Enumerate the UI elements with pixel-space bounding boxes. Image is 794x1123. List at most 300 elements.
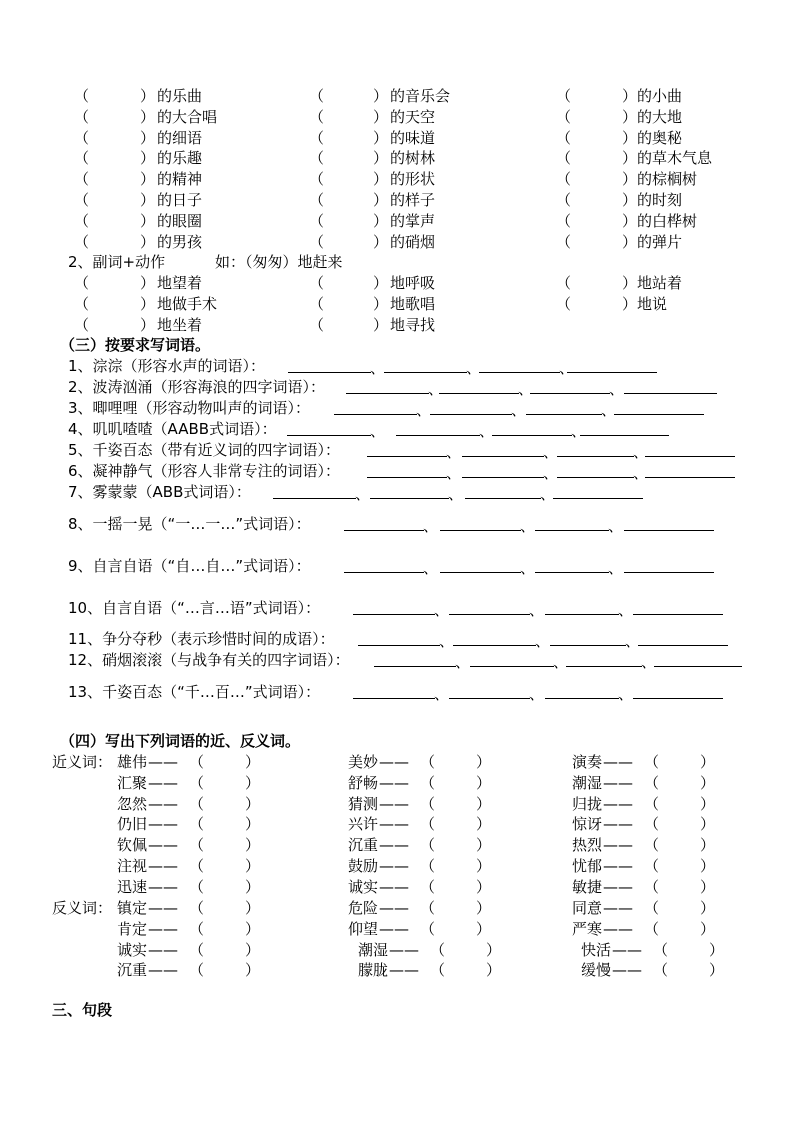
section3-answer-blank[interactable]	[492, 435, 572, 436]
comma-separator: 、	[455, 653, 471, 671]
phrase-word: 的细语	[157, 128, 203, 147]
dash: ——	[603, 899, 633, 917]
dash: ——	[389, 961, 419, 980]
word: 忧郁	[572, 857, 603, 875]
comma-separator: 、	[529, 601, 545, 619]
phrase-word: 的样子	[390, 191, 436, 209]
section3-answer-blank[interactable]	[550, 645, 626, 646]
adverb-word: 地望着	[157, 274, 203, 292]
comma-separator: 、	[428, 380, 444, 398]
section3-answer-blank[interactable]	[645, 477, 735, 478]
close-paren: ）	[486, 940, 502, 959]
word: 缓慢	[581, 961, 612, 980]
section3-answer-blank[interactable]	[449, 614, 530, 615]
word: 舒畅	[348, 773, 379, 792]
dash: ——	[379, 794, 409, 813]
dash: ——	[603, 753, 633, 771]
close-paren: ）	[245, 940, 261, 959]
close-paren: ）	[622, 87, 638, 105]
phrase-word: 的大合唱	[157, 107, 218, 126]
synonym-label: 近义词：	[52, 753, 113, 771]
open-paren: （	[420, 753, 436, 771]
open-paren: （	[420, 899, 436, 917]
close-paren: ）	[700, 899, 716, 917]
adverb-word: 地站着	[637, 274, 683, 292]
adverb-word: 地做手术	[157, 294, 218, 313]
open-paren: （	[556, 211, 572, 230]
open-paren: （	[189, 753, 205, 771]
section3-item: 3、唧哩哩（形容动物叫声的词语）：	[68, 399, 311, 417]
section3-answer-blank[interactable]	[344, 572, 424, 573]
close-paren: ）	[140, 211, 156, 230]
comma-separator: 、	[423, 559, 439, 577]
close-paren: ）	[622, 294, 638, 313]
phrase-word: 的音乐会	[390, 87, 451, 105]
open-paren: （	[420, 794, 436, 813]
phrase-word: 的男孩	[157, 232, 203, 251]
section3-answer-blank[interactable]	[374, 666, 456, 667]
word: 肯定	[117, 919, 148, 938]
open-paren: （	[556, 274, 572, 292]
close-paren: ）	[622, 170, 638, 189]
close-paren: ）	[700, 919, 716, 938]
comma-separator: 、	[434, 601, 450, 619]
section3-answer-blank[interactable]	[462, 477, 544, 478]
close-paren: ）	[476, 773, 492, 792]
comma-separator: 、	[601, 401, 617, 419]
phrase-word: 的时刻	[637, 191, 683, 209]
section3-item: 8、一摇一晃（“一…一…”式词语）：	[68, 515, 311, 533]
adverb-heading: 2、副词+动作	[68, 253, 166, 271]
open-paren: （	[309, 274, 325, 292]
open-paren: （	[556, 191, 572, 209]
phrase-word: 的味道	[390, 128, 436, 147]
section3-answer-blank[interactable]	[535, 572, 609, 573]
word: 迅速	[117, 877, 148, 896]
adverb-word: 地坐着	[157, 315, 203, 334]
section3-answer-blank[interactable]	[638, 645, 728, 646]
section3-item: 1、淙淙（形容水声的词语）：	[68, 357, 266, 375]
section3-answer-blank[interactable]	[430, 414, 512, 415]
close-paren: ）	[622, 211, 638, 230]
close-paren: ）	[373, 274, 389, 292]
open-paren: （	[189, 899, 205, 917]
close-paren: ）	[245, 857, 261, 875]
dash: ——	[148, 899, 178, 917]
close-paren: ）	[373, 191, 389, 209]
word: 忽然	[117, 794, 148, 813]
close-paren: ）	[622, 107, 638, 126]
open-paren: （	[74, 191, 90, 209]
open-paren: （	[644, 857, 660, 875]
close-paren: ）	[476, 815, 492, 834]
open-paren: （	[430, 940, 446, 959]
open-paren: （	[74, 149, 90, 168]
section3-item: 5、千姿百态（带有近义词的四字词语）：	[68, 441, 341, 459]
section3-item: 10、自言自语（“…言…语”式词语）：	[68, 599, 321, 617]
close-paren: ）	[700, 794, 716, 813]
dash: ——	[148, 919, 178, 938]
open-paren: （	[653, 940, 669, 959]
section3-answer-blank[interactable]	[545, 614, 619, 615]
word: 快活	[581, 940, 612, 959]
open-paren: （	[309, 294, 325, 313]
open-paren: （	[420, 877, 436, 896]
open-paren: （	[653, 961, 669, 980]
dash: ——	[603, 773, 633, 792]
section3-answer-blank[interactable]	[465, 498, 541, 499]
dash: ——	[603, 877, 633, 896]
dash: ——	[379, 815, 409, 834]
section-three-title: 三、句段	[52, 1001, 113, 1019]
close-paren: ）	[245, 773, 261, 792]
section3-answer-blank[interactable]	[440, 530, 521, 531]
comma-separator: 、	[416, 401, 432, 419]
comma-separator: 、	[439, 632, 455, 650]
open-paren: （	[74, 170, 90, 189]
close-paren: ）	[700, 753, 716, 771]
word: 美妙	[348, 753, 379, 771]
section3-answer-blank[interactable]	[353, 698, 435, 699]
phrase-word: 的日子	[157, 191, 203, 209]
close-paren: ）	[476, 836, 492, 855]
close-paren: ）	[140, 294, 156, 313]
open-paren: （	[644, 836, 660, 855]
section3-answer-blank[interactable]	[624, 393, 717, 394]
close-paren: ）	[709, 961, 725, 980]
close-paren: ）	[245, 919, 261, 938]
open-paren: （	[420, 815, 436, 834]
phrase-word: 的精神	[157, 170, 203, 189]
section3-answer-blank[interactable]	[633, 614, 723, 615]
comma-separator: 、	[543, 464, 559, 482]
section4-title: （四）写出下列词语的近、反义词。	[60, 732, 301, 750]
dash: ——	[148, 773, 178, 792]
open-paren: （	[74, 315, 90, 334]
close-paren: ）	[476, 753, 492, 771]
close-paren: ）	[622, 232, 638, 251]
open-paren: （	[189, 940, 205, 959]
word: 归拢	[572, 794, 603, 813]
section3-answer-blank[interactable]	[344, 530, 424, 531]
dash: ——	[148, 961, 178, 980]
comma-separator: 、	[511, 401, 527, 419]
dash: ——	[603, 857, 633, 875]
dash: ——	[603, 919, 633, 938]
comma-separator: 、	[370, 422, 386, 440]
phrase-word: 的草木气息	[637, 149, 713, 168]
section3-item: 13、千姿百态（“千…百…”式词语）：	[68, 683, 321, 701]
dash: ——	[389, 940, 419, 959]
section3-answer-blank[interactable]	[358, 645, 440, 646]
phrase-word: 的形状	[390, 170, 436, 189]
word: 仍旧	[117, 815, 148, 834]
close-paren: ）	[373, 149, 389, 168]
close-paren: ）	[700, 773, 716, 792]
comma-separator: 、	[434, 685, 450, 703]
comma-separator: 、	[446, 443, 462, 461]
open-paren: （	[189, 919, 205, 938]
open-paren: （	[644, 919, 660, 938]
section3-answer-blank[interactable]	[580, 435, 669, 436]
dash: ——	[379, 877, 409, 896]
section3-answer-blank[interactable]	[645, 456, 735, 457]
open-paren: （	[74, 128, 90, 147]
section3-answer-blank[interactable]	[346, 393, 429, 394]
open-paren: （	[74, 107, 90, 126]
close-paren: ）	[245, 815, 261, 834]
comma-separator: 、	[446, 464, 462, 482]
open-paren: （	[420, 857, 436, 875]
comma-separator: 、	[608, 517, 624, 535]
open-paren: （	[644, 877, 660, 896]
section3-answer-blank[interactable]	[384, 372, 467, 373]
phrase-word: 的小曲	[637, 87, 683, 105]
section3-answer-blank[interactable]	[334, 414, 417, 415]
comma-separator: 、	[370, 359, 386, 377]
word: 惊讶	[572, 815, 603, 834]
dash: ——	[379, 857, 409, 875]
phrase-word: 的硝烟	[390, 232, 436, 251]
dash: ——	[379, 836, 409, 855]
open-paren: （	[556, 232, 572, 251]
dash: ——	[148, 940, 178, 959]
section3-answer-blank[interactable]	[530, 393, 610, 394]
dash: ——	[603, 794, 633, 813]
comma-separator: 、	[609, 380, 625, 398]
section3-answer-blank[interactable]	[449, 698, 530, 699]
open-paren: （	[556, 149, 572, 168]
dash: ——	[612, 940, 642, 959]
section3-answer-blank[interactable]	[553, 498, 643, 499]
close-paren: ）	[140, 232, 156, 251]
section3-answer-blank[interactable]	[396, 435, 480, 436]
antonym-label: 反义词：	[52, 899, 113, 917]
close-paren: ）	[373, 87, 389, 105]
open-paren: （	[189, 857, 205, 875]
open-paren: （	[644, 773, 660, 792]
close-paren: ）	[486, 961, 502, 980]
section3-answer-blank[interactable]	[462, 456, 544, 457]
dash: ——	[148, 877, 178, 896]
phrase-word: 的眼圈	[157, 211, 203, 230]
dash: ——	[148, 836, 178, 855]
open-paren: （	[74, 274, 90, 292]
section3-answer-blank[interactable]	[287, 435, 371, 436]
comma-separator: 、	[618, 685, 634, 703]
comma-separator: 、	[540, 485, 556, 503]
open-paren: （	[644, 815, 660, 834]
dash: ——	[379, 753, 409, 771]
section3-answer-blank[interactable]	[624, 572, 714, 573]
close-paren: ）	[245, 961, 261, 980]
section3-item: 12、硝烟滚滚（与战争有关的四字词语）：	[68, 651, 350, 669]
word: 鼓励	[348, 857, 379, 875]
section3-answer-blank[interactable]	[557, 477, 634, 478]
dash: ——	[148, 794, 178, 813]
comma-separator: 、	[633, 464, 649, 482]
phrase-word: 的树林	[390, 149, 436, 168]
phrase-word: 的掌声	[390, 211, 436, 230]
comma-separator: 、	[518, 380, 534, 398]
open-paren: （	[556, 294, 572, 313]
section3-answer-blank[interactable]	[567, 372, 657, 373]
section3-answer-blank[interactable]	[614, 414, 704, 415]
section3-item: 2、波涛汹涌（形容海浪的四字词语）：	[68, 378, 326, 396]
comma-separator: 、	[608, 559, 624, 577]
comma-separator: 、	[535, 632, 551, 650]
word: 敏捷	[572, 877, 603, 896]
comma-separator: 、	[571, 422, 587, 440]
close-paren: ）	[373, 128, 389, 147]
section3-title: （三）按要求写词语。	[60, 336, 211, 354]
close-paren: ）	[700, 857, 716, 875]
open-paren: （	[556, 87, 572, 105]
open-paren: （	[644, 753, 660, 771]
adverb-word: 地寻找	[390, 315, 436, 334]
close-paren: ）	[140, 107, 156, 126]
section3-answer-blank[interactable]	[654, 666, 742, 667]
section3-answer-blank[interactable]	[439, 393, 519, 394]
phrase-word: 的白桦树	[637, 211, 698, 230]
close-paren: ）	[700, 877, 716, 896]
dash: ——	[379, 899, 409, 917]
open-paren: （	[189, 794, 205, 813]
open-paren: （	[556, 107, 572, 126]
close-paren: ）	[622, 191, 638, 209]
dash: ——	[148, 753, 178, 771]
close-paren: ）	[700, 836, 716, 855]
word: 潮湿	[358, 940, 389, 959]
section3-answer-blank[interactable]	[367, 477, 447, 478]
open-paren: （	[74, 294, 90, 313]
comma-separator: 、	[448, 485, 464, 503]
close-paren: ）	[476, 919, 492, 938]
word: 雄伟	[117, 753, 148, 771]
open-paren: （	[189, 815, 205, 834]
close-paren: ）	[245, 753, 261, 771]
comma-separator: 、	[633, 443, 649, 461]
section3-answer-blank[interactable]	[273, 498, 356, 499]
section3-answer-blank[interactable]	[440, 572, 521, 573]
section3-answer-blank[interactable]	[470, 666, 554, 667]
open-paren: （	[430, 961, 446, 980]
close-paren: ）	[245, 836, 261, 855]
section3-answer-blank[interactable]	[633, 698, 723, 699]
close-paren: ）	[373, 232, 389, 251]
word: 诚实	[348, 877, 379, 896]
open-paren: （	[189, 773, 205, 792]
section3-answer-blank[interactable]	[535, 530, 609, 531]
comma-separator: 、	[423, 517, 439, 535]
open-paren: （	[309, 191, 325, 209]
comma-separator: 、	[543, 443, 559, 461]
word: 仰望	[348, 919, 379, 938]
comma-separator: 、	[625, 632, 641, 650]
section3-answer-blank[interactable]	[624, 530, 714, 531]
word: 沉重	[348, 836, 379, 855]
word: 严寒	[572, 919, 603, 938]
dash: ——	[379, 773, 409, 792]
comma-separator: 、	[479, 422, 495, 440]
open-paren: （	[420, 773, 436, 792]
section3-item: 6、凝神静气（形容人非常专注的词语）：	[68, 462, 341, 480]
section3-answer-blank[interactable]	[526, 414, 602, 415]
close-paren: ）	[245, 877, 261, 896]
open-paren: （	[309, 128, 325, 147]
close-paren: ）	[373, 107, 389, 126]
section3-answer-blank[interactable]	[370, 498, 449, 499]
open-paren: （	[189, 961, 205, 980]
close-paren: ）	[709, 940, 725, 959]
dash: ——	[148, 815, 178, 834]
open-paren: （	[420, 836, 436, 855]
section3-answer-blank[interactable]	[353, 614, 435, 615]
comma-separator: 、	[529, 685, 545, 703]
section3-answer-blank[interactable]	[367, 456, 447, 457]
adverb-example: 如：（匆匆）地赶来	[215, 253, 343, 271]
word: 沉重	[117, 961, 148, 980]
close-paren: ）	[622, 149, 638, 168]
comma-separator: 、	[466, 359, 482, 377]
section3-answer-blank[interactable]	[453, 645, 536, 646]
open-paren: （	[556, 170, 572, 189]
open-paren: （	[309, 149, 325, 168]
close-paren: ）	[373, 294, 389, 313]
word: 同意	[572, 899, 603, 917]
open-paren: （	[309, 107, 325, 126]
phrase-word: 的乐趣	[157, 149, 203, 168]
word: 注视	[117, 857, 148, 875]
word: 演奏	[572, 753, 603, 771]
section3-answer-blank[interactable]	[566, 666, 642, 667]
dash: ——	[603, 836, 633, 855]
open-paren: （	[309, 232, 325, 251]
comma-separator: 、	[553, 653, 569, 671]
word: 钦佩	[117, 836, 148, 855]
word: 兴许	[348, 815, 379, 834]
dash: ——	[603, 815, 633, 834]
section3-item: 11、争分夺秒（表示珍惜时间的成语）：	[68, 630, 335, 648]
word: 朦胧	[358, 961, 389, 980]
comma-separator: 、	[559, 359, 575, 377]
close-paren: ）	[140, 274, 156, 292]
adverb-word: 地说	[637, 294, 668, 313]
comma-separator: 、	[520, 517, 536, 535]
close-paren: ）	[476, 857, 492, 875]
section3-answer-blank[interactable]	[557, 456, 634, 457]
close-paren: ）	[140, 191, 156, 209]
dash: ——	[379, 919, 409, 938]
open-paren: （	[74, 87, 90, 105]
phrase-word: 的天空	[390, 107, 436, 126]
phrase-word: 的乐曲	[157, 87, 203, 105]
close-paren: ）	[140, 170, 156, 189]
close-paren: ）	[622, 274, 638, 292]
section3-answer-blank[interactable]	[479, 372, 560, 373]
close-paren: ）	[373, 315, 389, 334]
word: 猜测	[348, 794, 379, 813]
close-paren: ）	[373, 211, 389, 230]
word: 汇聚	[117, 773, 148, 792]
section3-answer-blank[interactable]	[288, 372, 371, 373]
dash: ——	[612, 961, 642, 980]
open-paren: （	[644, 794, 660, 813]
comma-separator: 、	[355, 485, 371, 503]
close-paren: ）	[476, 899, 492, 917]
close-paren: ）	[140, 87, 156, 105]
section3-answer-blank[interactable]	[545, 698, 619, 699]
